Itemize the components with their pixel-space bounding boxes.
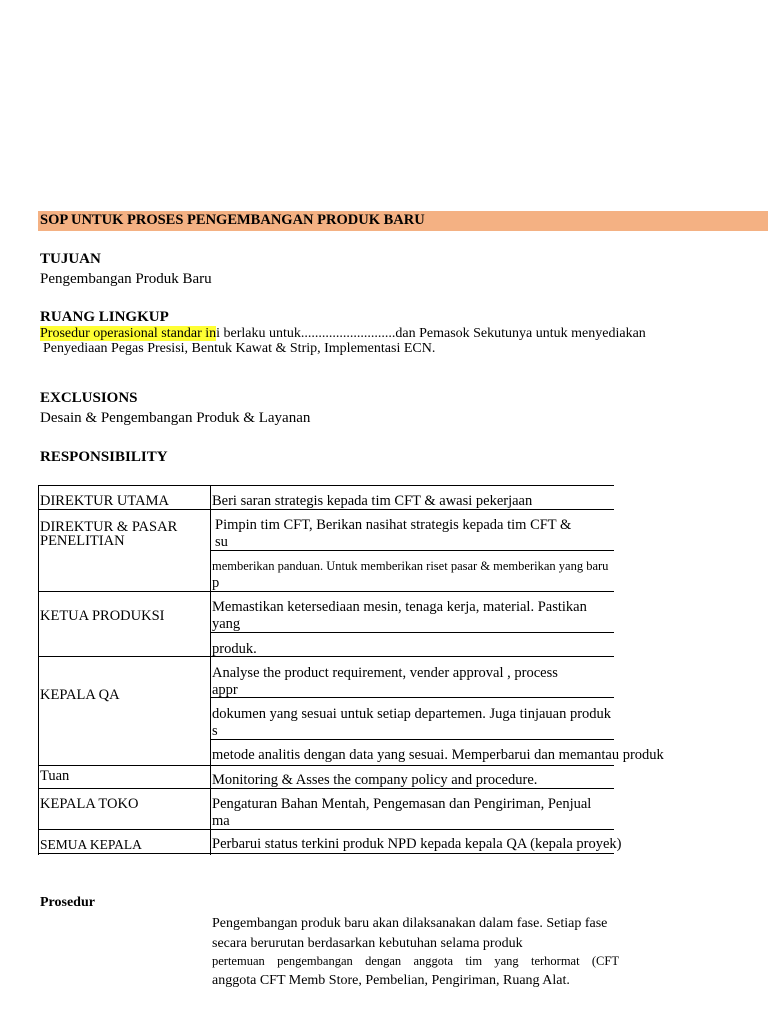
- role-cell: DIREKTUR UTAMA: [40, 493, 169, 509]
- word: pengembangan: [277, 954, 353, 968]
- duty-cell-wrap: su: [215, 534, 228, 550]
- title-banner: [38, 211, 768, 231]
- word: terhormat: [530, 954, 580, 968]
- row-divider: [38, 509, 614, 510]
- prosedur-line: anggota CFT Memb Store, Pembelian, Pengiriman, Ruang Alat.: [212, 973, 570, 988]
- duty-cell-wrap: p: [212, 575, 220, 591]
- duty-cell-wrap: appr: [212, 682, 238, 698]
- prosedur-line: Pengembangan produk baru akan dilaksanakan dalam fase. Setiap fase: [212, 916, 608, 931]
- ruang-lingkup-line-1-rest: i berlaku untuk...........................dan Pemasok Sekutunya untuk menyediakan: [216, 326, 646, 341]
- duty-cell: memberikan panduan. Untuk memberikan riset pasar & memberikan yang baru: [212, 559, 609, 573]
- exclusions-text: Desain & Pengembangan Produk & Layanan: [40, 410, 311, 426]
- table-column-divider: [210, 485, 211, 855]
- role-cell: SEMUA KEPALA: [40, 837, 142, 852]
- word: tim: [465, 954, 483, 968]
- prosedur-justified-line: [212, 954, 619, 969]
- prosedur-line: [212, 954, 619, 969]
- table-border-left: [38, 485, 39, 855]
- row-subdivider: [210, 739, 614, 740]
- row-subdivider: [210, 697, 614, 698]
- duty-cell: Perbarui status terkini produk NPD kepada kepala QA (kepala proyek): [212, 836, 622, 852]
- ruang-lingkup-line-1: [40, 326, 646, 342]
- duty-cell: Memastikan ketersediaan mesin, tenaga kerja, material. Pastikan: [212, 599, 587, 615]
- row-divider: [38, 765, 614, 766]
- row-divider: [38, 591, 614, 592]
- role-cell: KEPALA QA: [40, 687, 120, 703]
- duty-cell: Monitoring & Asses the company policy and procedure.: [212, 772, 538, 788]
- duty-cell-wrap: yang: [212, 616, 241, 632]
- row-divider: [38, 656, 614, 657]
- row-divider: [38, 788, 614, 789]
- ruang-lingkup-heading: RUANG LINGKUP: [40, 309, 169, 325]
- exclusions-heading: EXCLUSIONS: [40, 390, 138, 406]
- duty-cell: dokumen yang sesuai untuk setiap departemen. Juga tinjauan produk: [212, 706, 612, 722]
- prosedur-heading: Prosedur: [40, 895, 95, 910]
- prosedur-line: secara berurutan berdasarkan kebutuhan selama produk: [212, 936, 523, 951]
- row-divider: [38, 853, 614, 854]
- row-subdivider: [210, 550, 614, 551]
- row-divider: [38, 829, 614, 830]
- word: anggota: [413, 954, 454, 968]
- row-divider: [38, 485, 614, 486]
- role-cell: KEPALA TOKO: [40, 796, 139, 812]
- document-title: SOP UNTUK PROSES PENGEMBANGAN PRODUK BARU: [40, 212, 425, 228]
- duty-cell: Analyse the product requirement, vender approval , process: [212, 665, 558, 681]
- word: pertemuan: [212, 954, 265, 968]
- tujuan-heading: TUJUAN: [40, 251, 101, 267]
- row-subdivider: [210, 632, 614, 633]
- duty-cell: Pimpin tim CFT, Berikan nasihat strategis kepada tim CFT &: [215, 517, 572, 533]
- duty-cell: metode analitis dengan data yang sesuai. Memperbarui dan memantau produk: [212, 747, 664, 763]
- duty-cell: Pengaturan Bahan Mentah, Pengemasan dan Pengiriman, Penjual: [212, 796, 592, 812]
- duty-cell-wrap: ma: [212, 813, 230, 829]
- role-cell: DIREKTUR & PASAR: [40, 519, 178, 535]
- tujuan-text: Pengembangan Produk Baru: [40, 271, 212, 287]
- highlighted-text: Prosedur operasional standar in: [40, 326, 217, 341]
- role-cell-line-2: PENELITIAN: [40, 533, 125, 549]
- word: yang: [494, 954, 519, 968]
- word: (CFT: [591, 954, 619, 968]
- duty-cell: produk.: [212, 641, 257, 657]
- duty-cell-wrap: s: [212, 723, 218, 739]
- responsibility-table: [38, 485, 664, 855]
- duty-cell: Beri saran strategis kepada tim CFT & awasi pekerjaan: [212, 493, 533, 509]
- role-cell: Tuan: [40, 768, 70, 784]
- ruang-lingkup-line-2: Penyediaan Pegas Presisi, Bentuk Kawat & Strip, Implementasi ECN.: [43, 341, 436, 356]
- word: dengan: [365, 954, 402, 968]
- responsibility-heading: RESPONSIBILITY: [40, 449, 168, 465]
- role-cell: KETUA PRODUKSI: [40, 608, 165, 624]
